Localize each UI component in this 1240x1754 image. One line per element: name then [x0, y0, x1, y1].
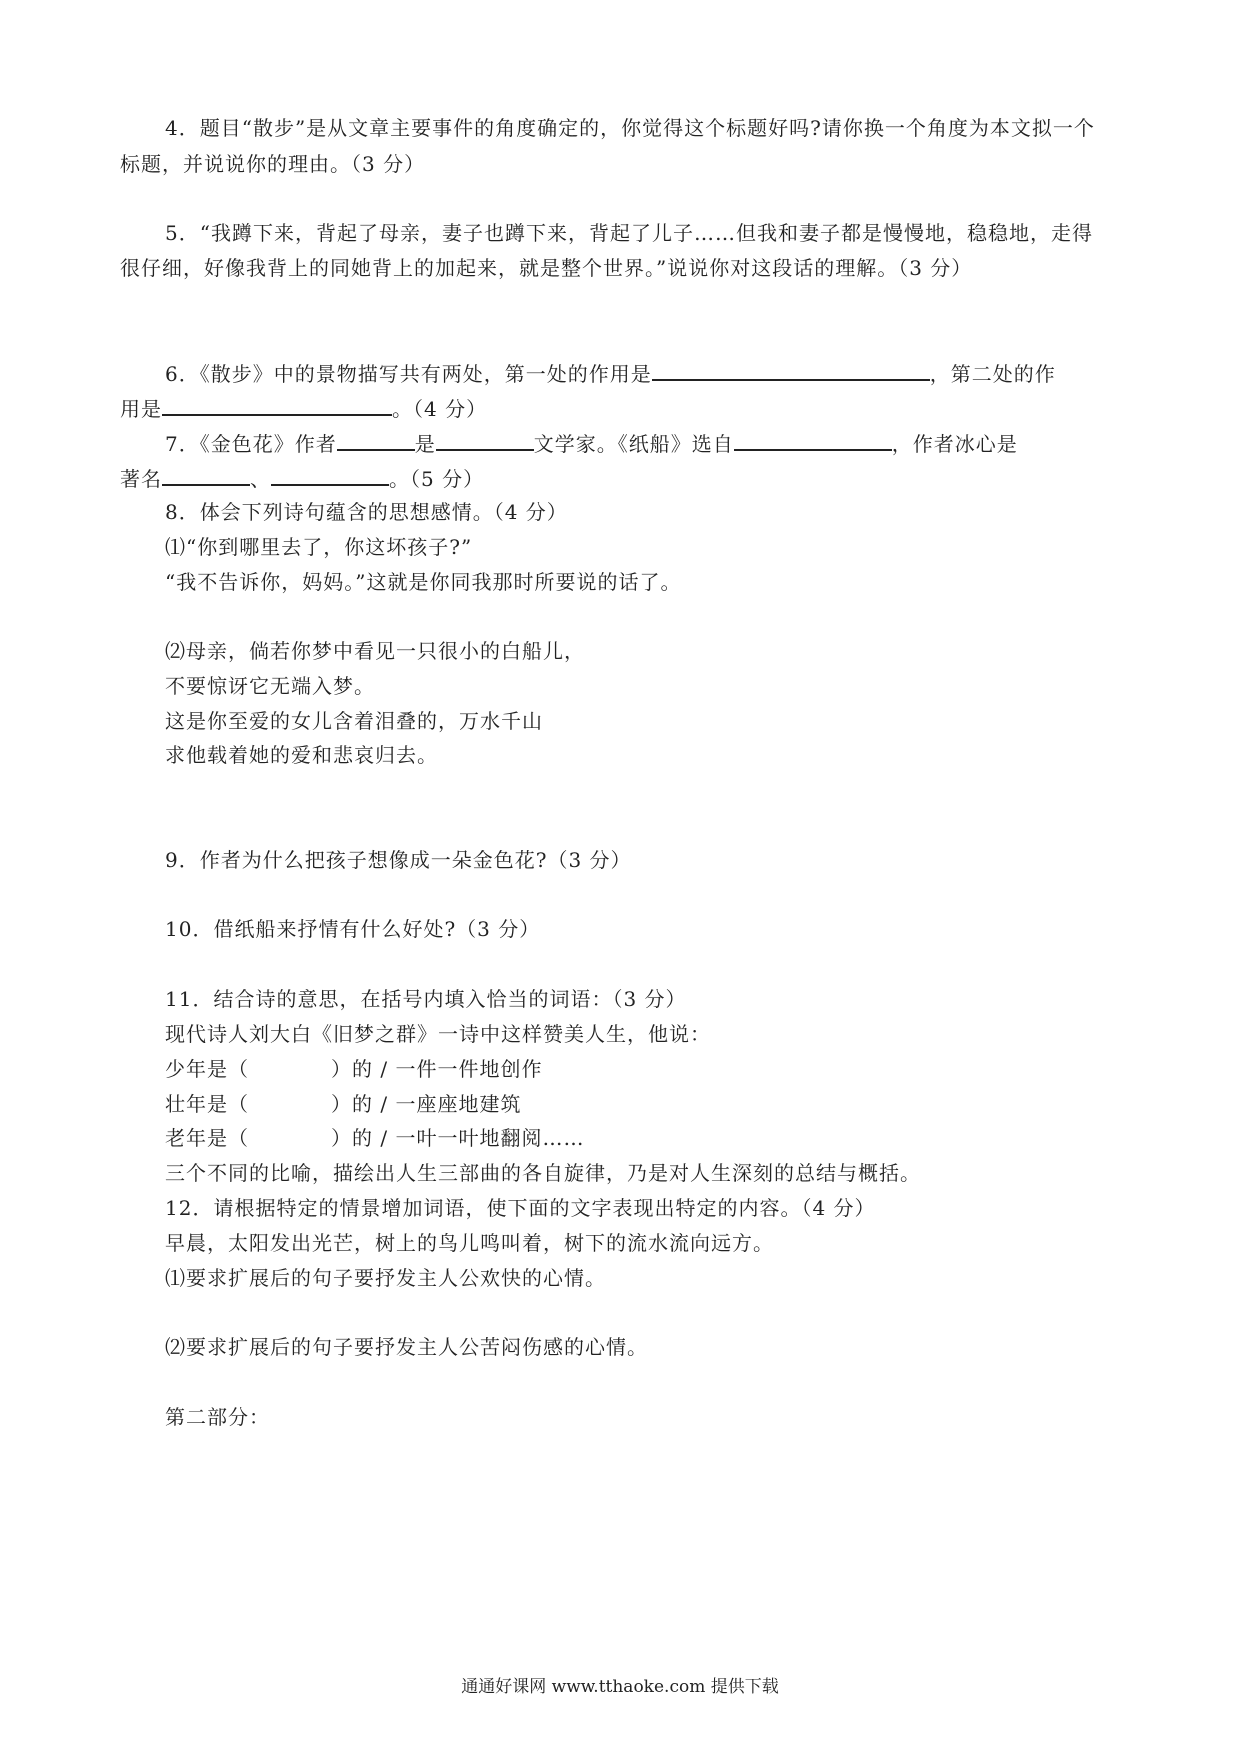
q7-text-f: 、: [250, 467, 271, 491]
q5-line1: 5．“我蹲下来，背起了母亲，妻子也蹲下来，背起了儿子……但我和妻子都是慢慢地，稳稳地，走得: [165, 221, 1093, 245]
q11-row-old: [165, 1124, 584, 1152]
q11-title: 11．结合诗的意思，在括号内填入恰当的词语：（3 分）: [165, 987, 687, 1011]
q5-line2: 很仔细，好像我背上的同她背上的加起来，就是整个世界。”说说你对这段话的理解。（3 分）: [120, 256, 973, 280]
q12-requirement-1: ⑴要求扩展后的句子要抒发主人公欢快的心情。: [165, 1266, 606, 1290]
page-footer: 通通好课网 www.tthaoke.com 提供下载: [461, 1677, 779, 1697]
q6-text-d: 。（4 分）: [392, 397, 488, 421]
row-prefix: 少年是（: [165, 1057, 249, 1081]
q8-poem2-line1: ⑵母亲，倘若你梦中看见一只很小的白船儿，: [165, 639, 585, 663]
q8-poem1-line1: ⑴“你到哪里去了，你这坏孩子?”: [165, 535, 473, 559]
q8-poem2-line3: 这是你至爱的女儿含着泪叠的，万水千山: [165, 709, 543, 733]
q12-base-sentence: 早晨，太阳发出光芒，树上的鸟儿鸣叫着，树下的流水流向远方。: [165, 1231, 774, 1255]
q7-text-c: 文学家。《纸船》选自: [533, 432, 734, 456]
q7-line2: [120, 464, 484, 493]
q7-text-a: 7．《金色花》作者: [165, 432, 337, 456]
q7-text-e: 著名: [120, 467, 162, 491]
row-suffix: ）的 / 一件一件地创作: [331, 1057, 543, 1081]
q4-line1: 4．题目“散步”是从文章主要事件的角度确定的，你觉得这个标题好吗?请你换一个角度为本文拟一个: [165, 116, 1095, 140]
q11-summary: 三个不同的比喻，描绘出人生三部曲的各自旋律，乃是对人生深刻的总结与概括。: [165, 1161, 921, 1185]
q7-text-b: 是: [414, 432, 436, 456]
q6-line2: [120, 394, 487, 423]
q7-text-g: 。（5 分）: [389, 467, 485, 491]
q6-text-a: 6．《散步》中的景物描写共有两处，第一处的作用是: [165, 362, 652, 386]
q8-poem1-line2: “我不告诉你，妈妈。”这就是你同我那时所要说的话了。: [165, 570, 682, 594]
q9-question: 9．作者为什么把孩子想像成一朵金色花?（3 分）: [165, 848, 632, 872]
q11-row-prime: [165, 1090, 521, 1118]
answer-blank[interactable]: [652, 359, 930, 381]
q11-row-youth: [165, 1055, 542, 1083]
q7-line1: [165, 429, 1018, 458]
answer-blank[interactable]: [271, 464, 389, 486]
answer-blank[interactable]: [337, 429, 415, 451]
q6-line1: [165, 359, 1056, 388]
row-suffix: ）的 / 一叶一叶地翻阅……: [331, 1126, 585, 1150]
answer-blank[interactable]: [162, 464, 250, 486]
q8-poem2-line4: 求他载着她的爱和悲哀归去。: [165, 743, 438, 767]
q12-title: 12．请根据特定的情景增加词语，使下面的文字表现出特定的内容。（4 分）: [165, 1196, 876, 1220]
row-prefix: 壮年是（: [165, 1092, 249, 1116]
part2-heading: 第二部分：: [165, 1405, 270, 1429]
q11-intro: 现代诗人刘大白《旧梦之群》一诗中这样赞美人生，他说：: [165, 1022, 711, 1046]
answer-blank[interactable]: [436, 429, 534, 451]
q8-title: 8．体会下列诗句蕴含的思想感情。（4 分）: [165, 500, 568, 524]
q12-requirement-2: ⑵要求扩展后的句子要抒发主人公苦闷伤感的心情。: [165, 1335, 648, 1359]
row-prefix: 老年是（: [165, 1126, 249, 1150]
q8-poem2-line2: 不要惊讶它无端入梦。: [165, 674, 375, 698]
q6-text-c: 用是: [120, 397, 162, 421]
q4-line2: 标题，并说说你的理由。（3 分）: [120, 152, 426, 176]
answer-blank[interactable]: [734, 429, 892, 451]
q7-text-d: ，作者冰心是: [891, 432, 1018, 456]
q6-text-b: ，第二处的作: [929, 362, 1056, 386]
answer-blank[interactable]: [162, 394, 392, 416]
q10-question: 10．借纸船来抒情有什么好处?（3 分）: [165, 917, 541, 941]
row-suffix: ）的 / 一座座地建筑: [331, 1092, 522, 1116]
